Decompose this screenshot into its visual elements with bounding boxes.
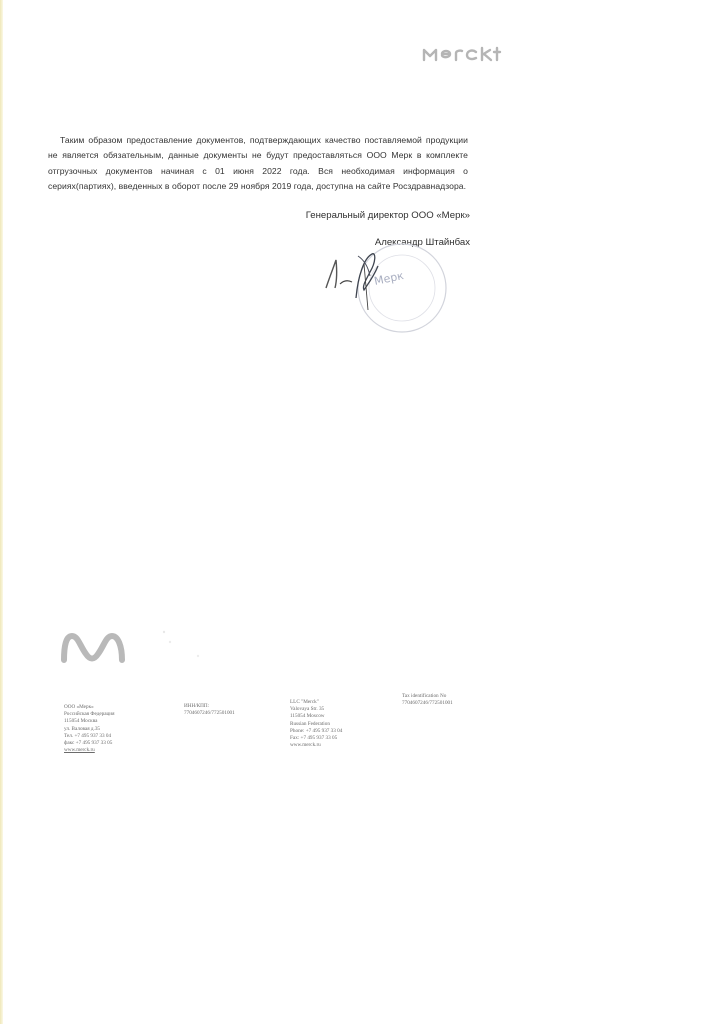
signer-title: Генеральный директор ООО «Мерк» [305,210,470,221]
company-stamp-and-signature [318,236,458,346]
scan-edge [0,0,3,1024]
footer-ru-tax [184,703,235,717]
merck-logo [420,44,510,64]
footer-en-tax-value: 7704607246/772501001 [402,700,453,707]
footer-ru-company [64,704,114,754]
stamp-text: Мерк [372,269,405,288]
footer-en-tax [402,693,453,707]
footer-en-website-link[interactable]: www.merck.ru [290,742,321,749]
signer-name: Александр Штайнбах [374,237,470,248]
footer-en-company [290,699,342,749]
footer-en-country: Russian Federation [290,720,330,727]
footer-en-name: LLC "Merck" [290,699,319,705]
footer-en-tax-label: Tax identification No [402,693,447,699]
footer-ru-city: 115054 Москва [64,718,98,725]
footer-ru-name: ООО «Мерк» [64,704,94,710]
footer-ru-country: Российская Федерация [64,711,115,718]
footer-en-city: 115054 Moscow [290,713,325,720]
footer-en-fax: Fax: +7 495 937 33 05 [290,735,338,742]
merck-m-icon [60,630,126,664]
faint-scan-marks [150,620,210,670]
footer-ru-fax: факс +7 495 937 33 05 [64,740,113,747]
footer-en-street: Valovaya Str. 35 [290,706,325,713]
footer-ru-phone: Тел. +7 495 937 33 04 [64,732,112,739]
footer-en-phone: Phone: +7 495 937 33 04 [290,727,343,734]
footer-ru-website-link[interactable]: www.merck.ru [64,747,95,754]
footer-ru-tax-value: 7704607246/772501001 [184,710,235,717]
letter-paragraph: Таким образом предоставление документов, подтверждающих качество поставляемой продукции не является обязательным, данные документы не будут предоставляться ООО Мерк в комплекте отгрузочных документов начиная с 01 июня 2022 года. Вся необходимая информация о сериях(партиях), введенных в оборот после 29 ноября 2019 года, доступна на сайте Росздравнадзора. [48,134,468,192]
footer-ru-street: ул. Валовая д.35 [64,725,101,732]
footer-ru-tax-label: ИНН/КПП: [184,703,210,709]
